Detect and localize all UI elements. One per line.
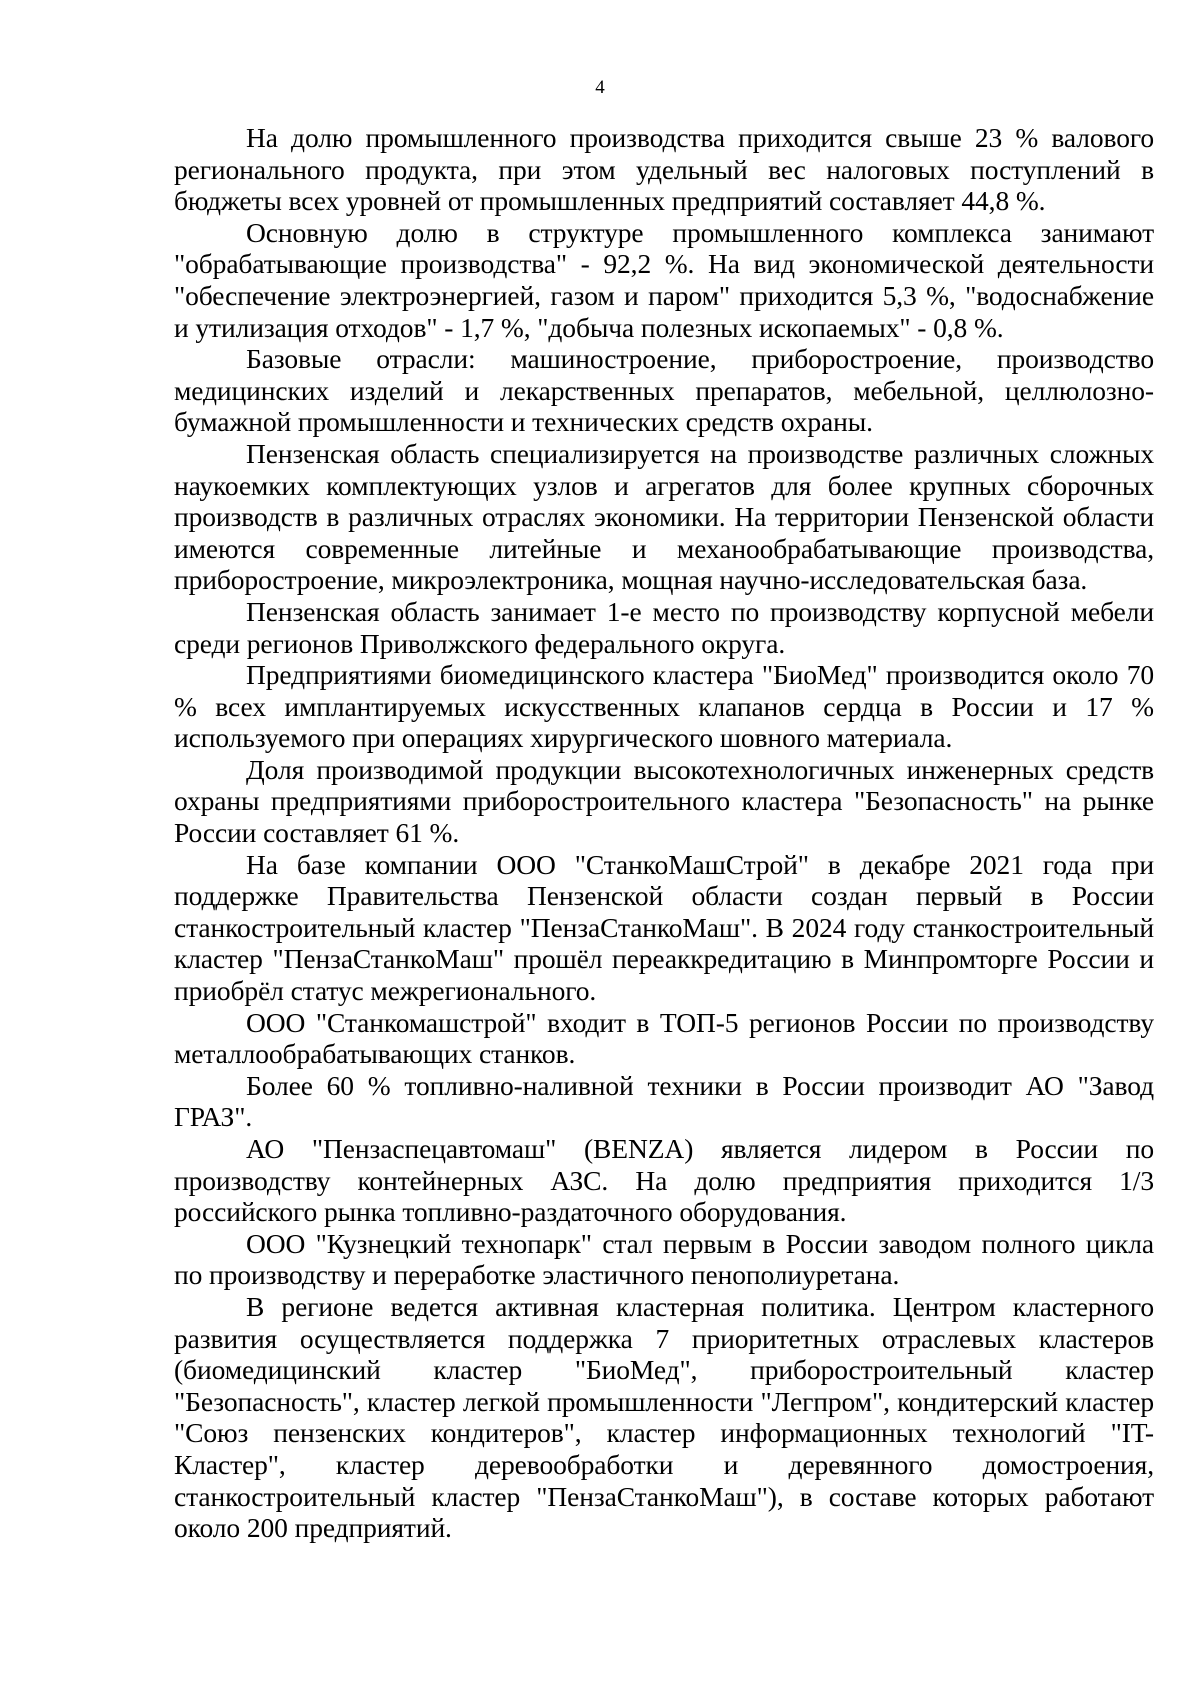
paragraph-benza: АО "Пензаспецавтомаш" (BENZA) является лидером в России по производству контейнерных АЗС. На долю предприятия приходится 1/3 российского рынка топливно-раздаточного оборудования. — [174, 1133, 1154, 1228]
paragraph-security-cluster: Доля производимой продукции высокотехнологичных инженерных средств охраны предприятиями приборостроительного кластера "Безопасность" на рынке России составляет 61 %. — [174, 753, 1154, 849]
paragraph-biomed: Предприятиями биомедицинского кластера "БиоМед" производится около 70 % всех имплантируемых искусственных клапанов сердца в России и 17 % используемого при операциях хирургического шовного материала. — [174, 659, 1154, 754]
paragraph-cluster-policy: В регионе ведется активная кластерная политика. Центром кластерного развития осуществляется поддержка 7 приоритетных отраслевых кластеров (биомедицинский кластер "БиоМед", приборостроительный кластер "Безопасность", кластер легкой промышленности "Легпром", кондитерский кластер "Союз пензенских кондитеров", кластер информационных технологий "IT-Кластер", кластер деревообработки и деревянного домостроения, станкостроительный кластер "ПензаСтанкоМаш"), в составе которых работают около 200 предприятий. — [174, 1290, 1154, 1544]
paragraph-specialization: Пензенская область специализируется на производстве различных сложных наукоемких комплектующих узлов и агрегатов для более крупных сборочных производств в различных отраслях экономики. На территории Пензенской области имеются современные литейные и механообрабатывающие производства, приборостроение, микроэлектроника, мощная научно-исследовательская база. — [174, 437, 1154, 596]
paragraph-stankomashstroy: ООО "Станкомашстрой" входит в ТОП-5 регионов России по производству металлообрабатывающих станков. — [174, 1006, 1154, 1070]
paragraph-graz: Более 60 % топливно-наливной техники в России производит АО "Завод ГРАЗ". — [174, 1069, 1154, 1133]
paragraph-furniture: Пензенская область занимает 1-е место по производству корпусной мебели среди регионов Приволжского федерального округа. — [174, 595, 1154, 659]
document-body — [174, 122, 1154, 1544]
paragraph-base-sectors: Базовые отрасли: машиностроение, приборостроение, производство медицинских изделий и лекарственных препаратов, мебельной, целлюлозно-бумажной промышленности и технических средств охраны. — [174, 343, 1154, 438]
paragraph-kuznetsk-technopark: ООО "Кузнецкий технопарк" стал первым в России заводом полного цикла по производству и переработке эластичного пенополиуретана. — [174, 1227, 1154, 1291]
paragraph-machine-tool-cluster: На базе компании ООО "СтанкоМашСтрой" в декабре 2021 года при поддержке Правительства Пензенской области создан первый в России станкостроительный кластер "ПензаСтанкоМаш". В 2024 году станкостроительный кластер "ПензаСтанкоМаш" прошёл переаккредитацию в Минпромторге России и приобрёл статус межрегионального. — [174, 848, 1154, 1007]
paragraph-industry-structure: Основную долю в структуре промышленного комплекса занимают "обрабатывающие производства" - 92,2 %. На вид экономической деятельности "обеспечение электроэнергией, газом и паром" приходится 5,3 %, "водоснабжение и утилизация отходов" - 1,7 %, "добыча полезных ископаемых" - 0,8 %. — [174, 216, 1154, 343]
page-number: 4 — [595, 77, 605, 98]
paragraph-industry-share: На долю промышленного производства приходится свыше 23 % валового регионального продукта, при этом удельный вес налоговых поступлений в бюджеты всех уровней от промышленных предприятий составляет 44,8 %. — [174, 122, 1154, 217]
